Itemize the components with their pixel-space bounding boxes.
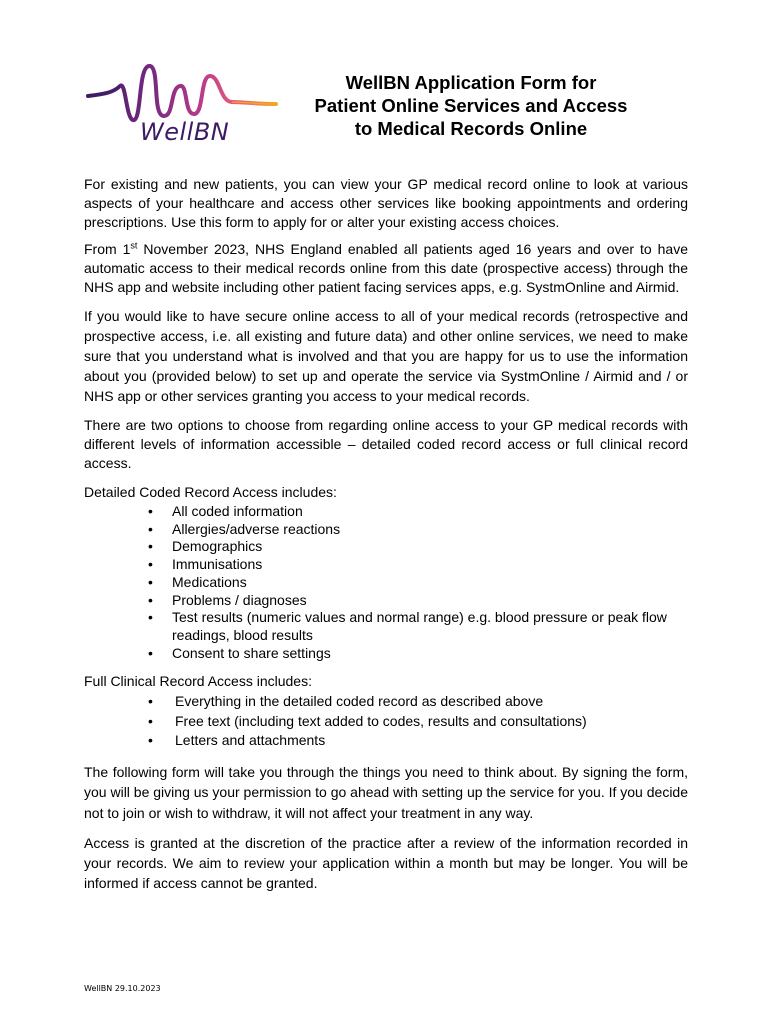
list-item: • Test results (numeric values and normal range) e.g. blood pressure or peak flow readings, blood results — [148, 609, 667, 643]
nhs-paragraph — [84, 240, 688, 297]
secure-access-paragraph: If you would like to have secure online access to all of your medical records (retrospective and prospective access, i.e. all existing and future data) and other online services, we need to make sure that you understand what is involved and that you are happy for us to use the information about you (provided below) to set up and operate the service via SystmOnline / Airmid and / or NHS app or other services granting you access to your medical records. — [84, 308, 688, 404]
coded-access-list — [148, 503, 688, 662]
list-item: • Demographics — [148, 538, 263, 555]
list-item: • Immunisations — [148, 556, 263, 573]
nhs-paragraph-text: November 2023, NHS England enabled all patients aged 16 years and over to have automatic access to their medical records online from this date (prospective access) through the NHS app and website including other patient facing services apps, e.g. SystmOnline and Airmid. — [84, 241, 688, 295]
bullet-icon: • — [148, 609, 153, 626]
ordinal-superscript: st — [130, 240, 138, 251]
bullet-icon: • — [148, 732, 153, 749]
title-line: to Medical Records Online — [354, 118, 588, 139]
nhs-paragraph-prefix: From 1 — [84, 241, 131, 257]
list-item: • Everything in the detailed coded record as described above — [148, 692, 688, 712]
list-item: • Problems / diagnoses — [148, 591, 307, 608]
logo-wave — [88, 66, 276, 120]
bullet-icon: • — [148, 712, 153, 729]
coded-access-heading: Detailed Coded Record Access includes: — [84, 484, 337, 500]
bullet-icon: • — [148, 573, 153, 590]
options-paragraph: There are two options to choose from regarding online access to your GP medical records with different levels of information accessible – detailed coded record access or full clinical record access. — [84, 417, 688, 471]
bullet-icon: • — [148, 520, 153, 537]
form-info-paragraph: The following form will take you through the things you need to think about. By signing the form, you will be giving us your permission to go ahead with setting up the service for you. If you decide not to join or wish to withdraw, it will not affect your treatment in any way. — [84, 763, 688, 821]
bullet-icon: • — [148, 693, 153, 710]
list-item: • Consent to share settings — [148, 644, 331, 661]
page-title — [286, 71, 656, 140]
bullet-icon: • — [148, 591, 153, 608]
intro-paragraph: For existing and new patients, you can view your GP medical record online to look at various aspects of your healthcare and access other services like booking appointments and ordering prescriptions. Use this form to apply for or alter your existing access choices. — [84, 176, 688, 230]
footer-version: WellBN 29.10.2023 — [84, 984, 161, 993]
bullet-icon: • — [148, 556, 153, 573]
list-item: • Allergies/adverse reactions — [148, 520, 341, 537]
list-item: • All coded information — [148, 503, 303, 519]
title-line: Patient Online Services and Access — [314, 95, 628, 116]
wellbn-logo — [86, 62, 286, 162]
list-item: • Letters and attachments — [148, 731, 688, 751]
list-item: • Free text (including text added to codes, results and consultations) — [148, 712, 688, 732]
list-item: • Medications — [148, 573, 247, 590]
bullet-icon: • — [148, 644, 153, 661]
bullet-icon: • — [148, 503, 153, 519]
bullet-icon: • — [148, 538, 153, 555]
document-body — [84, 175, 688, 893]
full-access-heading: Full Clinical Record Access includes: — [84, 673, 312, 690]
full-access-list — [148, 692, 688, 751]
title-line: WellBN Application Form for — [345, 72, 597, 93]
logo-wordmark: WellBN — [140, 118, 230, 146]
access-discretion-paragraph: Access is granted at the discretion of the practice after a review of the information recorded in your records. We aim to review your application within a month but may be longer. You will be informed if access cannot be granted. — [84, 835, 688, 892]
